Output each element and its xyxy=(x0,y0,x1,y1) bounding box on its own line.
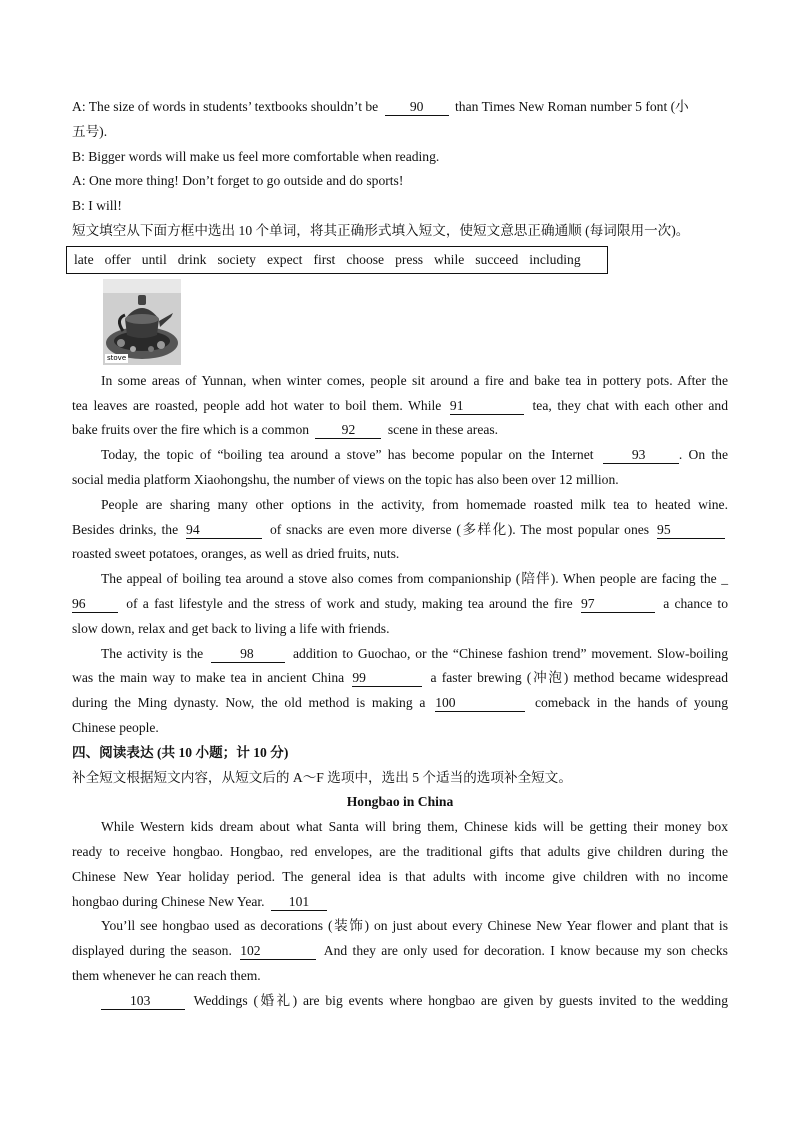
word-bank-item: society xyxy=(217,251,256,267)
cloze-p2-line1 xyxy=(72,443,728,468)
dialogue-line-a2: A: One more thing! Don’t forget to go outside and do sports! xyxy=(72,173,404,189)
text: than Times New Roman number 5 font (小 xyxy=(455,99,689,114)
blank-90[interactable]: 90 xyxy=(385,98,449,116)
cloze-p5-line2 xyxy=(72,666,728,691)
word-bank-item: until xyxy=(141,251,167,267)
cloze-p3-line3: roasted sweet potatoes, oranges, as well as dried fruits, nuts. xyxy=(72,546,400,562)
passage-title: Hongbao in China xyxy=(346,794,454,810)
cloze-p5-line3 xyxy=(72,691,728,716)
teapot-stove-image xyxy=(103,279,181,365)
word-bank xyxy=(66,246,608,274)
text: Today, the topic of “boiling tea around a stove” has become popular on the Internet xyxy=(101,447,594,463)
dialogue-line-a1 xyxy=(72,95,728,120)
text: a faster brewing (冲泡) method became widespread xyxy=(430,670,728,686)
blank-100[interactable]: 100 xyxy=(435,694,525,712)
cloze-p2-line2: social media platform Xiaohongshu, the number of views on the topic has also been over 12 million. xyxy=(72,471,619,487)
exam-page xyxy=(72,95,728,1014)
reading-p1-line1: While Western kids dream about what Santa will bring them, Chinese kids will be getting their money box xyxy=(101,819,728,835)
cloze-p5-line1 xyxy=(72,642,728,667)
word-bank-item: first xyxy=(313,251,336,267)
text: comeback in the hands of young xyxy=(534,695,728,711)
word-bank-item: including xyxy=(529,251,581,267)
reading-p2-line1: You’ll see hongbao used as decorations (装饰) on just about every Chinese New Year flower and plant that is xyxy=(101,918,728,934)
cloze-p4-line3: slow down, relax and get back to living a life with friends. xyxy=(72,620,390,636)
word-bank-item: drink xyxy=(177,251,207,267)
blank-101[interactable]: 101 xyxy=(271,893,327,911)
cloze-p1-line1: In some areas of Yunnan, when winter comes, people sit around a fire and bake tea in pottery pots. After the xyxy=(101,372,728,388)
dialogue-line-a1-cont: 五号). xyxy=(72,123,108,139)
word-bank-item: while xyxy=(434,251,465,267)
word-bank-item: offer xyxy=(104,251,131,267)
word-bank-item: expect xyxy=(266,251,303,267)
text: addition to Guochao, or the “Chinese fashion trend” movement. Slow-boiling xyxy=(293,645,729,661)
blank-95[interactable]: 95 xyxy=(657,521,725,539)
cloze-p1-line3 xyxy=(72,418,728,443)
text: And they are only used for decoration. I know because my son checks xyxy=(323,943,728,959)
text: tea leaves are roasted, people add hot water to boil them. While xyxy=(72,397,442,413)
cloze-p4-line2 xyxy=(72,592,728,617)
cloze-p1-line2 xyxy=(72,394,728,419)
word-bank-item: press xyxy=(395,251,424,267)
text: a chance to xyxy=(663,595,729,611)
text: tea, they chat with each other and xyxy=(532,397,728,413)
cloze-p3-line2 xyxy=(72,518,728,543)
cloze-p5-line4: Chinese people. xyxy=(72,719,159,735)
text: . On the xyxy=(678,447,728,463)
blank-96[interactable]: 96 xyxy=(72,595,118,613)
blank-103[interactable]: 103 xyxy=(101,992,185,1010)
text: was the main way to make tea in ancient China xyxy=(72,670,345,686)
blank-99[interactable]: 99 xyxy=(352,669,422,687)
text: The activity is the xyxy=(101,645,204,661)
reading-p1-line3: Chinese New Year holiday period. The general idea is that adults with income give children with no income xyxy=(72,868,728,884)
dialogue-line-b1: B: Bigger words will make us feel more comfortable when reading. xyxy=(72,148,440,164)
reading-p1-line4 xyxy=(72,890,728,915)
blank-93[interactable]: 93 xyxy=(603,446,679,464)
blank-94[interactable]: 94 xyxy=(186,521,262,539)
blank-91[interactable]: 91 xyxy=(450,397,524,415)
stove-photo xyxy=(103,279,181,365)
dialogue-line-b2: B: I will! xyxy=(72,198,122,214)
blank-92[interactable]: 92 xyxy=(315,421,381,439)
blank-98[interactable]: 98 xyxy=(211,645,285,663)
text: of snacks are even more diverse (多样化). The most popular ones xyxy=(269,521,650,537)
cloze-p3-line1: People are sharing many other options in the activity, from homemade roasted milk tea to heated wine. xyxy=(101,496,728,512)
cloze-p4-line1: The appeal of boiling tea around a stove also comes from companionship (陪伴). When people are facing the _ xyxy=(101,571,728,587)
text: hongbao during Chinese New Year. xyxy=(72,893,265,909)
text: bake fruits over the fire which is a common xyxy=(72,422,310,438)
reading-p2-line3: them whenever he can reach them. xyxy=(72,967,261,983)
section-heading: 四、阅读表达 (共 10 小题；计 10 分) xyxy=(72,744,289,760)
reading-p1-line2: ready to receive hongbao. Hongbao, red envelopes, are the traditional gifts that adults give children during the xyxy=(72,843,728,859)
text: Weddings (婚礼) are big events where hongbao are given by guests invited to the wedding xyxy=(193,992,728,1008)
word-bank-item: late xyxy=(74,251,94,267)
blank-97[interactable]: 97 xyxy=(581,595,655,613)
cloze-instruction: 短文填空从下面方框中选出 10 个单词，将其正确形式填入短文，使短文意思正确通顺 (每词限用一次)。 xyxy=(72,222,690,238)
reading-instruction: 补全短文根据短文内容，从短文后的 A～F 选项中，选出 5 个适当的选项补全短文。 xyxy=(72,769,572,785)
word-bank-item: succeed xyxy=(475,251,519,267)
blank-102[interactable]: 102 xyxy=(240,942,316,960)
image-caption: stove xyxy=(107,353,127,362)
text: displayed during the season. xyxy=(72,943,232,959)
text: Besides drinks, the xyxy=(72,521,179,537)
text: during the Ming dynasty. Now, the old method is making a xyxy=(72,695,426,711)
text: A: The size of words in students’ textbooks shouldn’t be xyxy=(72,99,379,114)
text: scene in these areas. xyxy=(387,422,499,438)
reading-p3-line1 xyxy=(72,989,728,1014)
reading-p2-line2 xyxy=(72,939,728,964)
word-bank-item: choose xyxy=(346,251,385,267)
text: of a fast lifestyle and the stress of work and study, making tea around the fire xyxy=(126,595,573,611)
